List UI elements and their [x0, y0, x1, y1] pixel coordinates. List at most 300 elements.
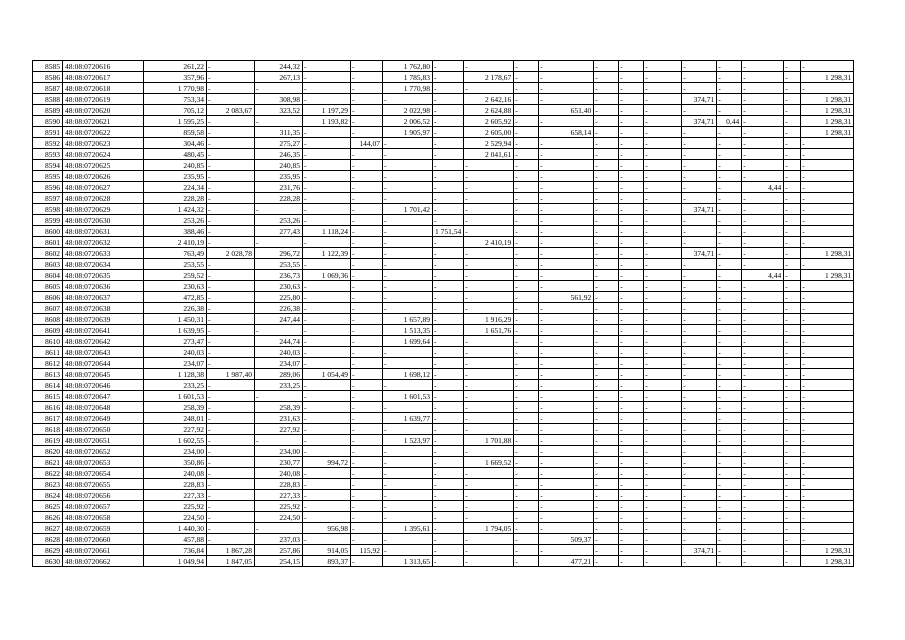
value-cell: -	[351, 468, 383, 479]
value-cell: -	[594, 534, 619, 545]
value-cell: 231,76	[255, 182, 303, 193]
value-cell: -	[644, 545, 682, 556]
value-cell: -	[539, 545, 594, 556]
value-cell: -	[594, 523, 619, 534]
value-cell: -	[682, 193, 717, 204]
value-cell: -	[742, 105, 784, 116]
value-cell: -	[742, 435, 784, 446]
value-cell: -	[717, 292, 742, 303]
value-cell: -	[784, 127, 801, 138]
value-cell: -	[351, 226, 383, 237]
row-number-cell: 8605	[33, 281, 63, 292]
value-cell: -	[682, 468, 717, 479]
value-cell: -	[207, 523, 255, 534]
value-cell: -	[644, 501, 682, 512]
value-cell: -	[514, 380, 539, 391]
value-cell: 258,39	[255, 402, 303, 413]
value-cell: -	[682, 501, 717, 512]
value-cell: 2 529,94	[464, 138, 514, 149]
value-cell: -	[514, 468, 539, 479]
value-cell: -	[682, 127, 717, 138]
value-cell: -	[594, 402, 619, 413]
value-cell: -	[644, 182, 682, 193]
value-cell: -	[383, 358, 433, 369]
value-cell: -	[207, 182, 255, 193]
value-cell: -	[351, 215, 383, 226]
value-cell: -	[514, 347, 539, 358]
row-number-cell: 8596	[33, 182, 63, 193]
value-cell: 244,32	[255, 61, 303, 72]
value-cell: -	[433, 369, 464, 380]
row-number-cell: 8615	[33, 391, 63, 402]
value-cell: -	[514, 424, 539, 435]
value-cell: -	[303, 83, 351, 94]
value-cell: -	[433, 424, 464, 435]
value-cell: -	[303, 61, 351, 72]
value-cell: -	[801, 380, 854, 391]
value-cell: -	[539, 512, 594, 523]
value-cell: -	[514, 512, 539, 523]
table-row	[33, 369, 854, 380]
value-cell: -	[594, 215, 619, 226]
value-cell: -	[207, 424, 255, 435]
value-cell: -	[539, 413, 594, 424]
value-cell: -	[644, 248, 682, 259]
value-cell: -	[717, 160, 742, 171]
value-cell: -	[717, 61, 742, 72]
value-cell: -	[682, 380, 717, 391]
value-cell: -	[255, 204, 303, 215]
value-cell: -	[682, 138, 717, 149]
value-cell: -	[351, 259, 383, 270]
value-cell: -	[464, 303, 514, 314]
value-cell: -	[383, 402, 433, 413]
value-cell: -	[207, 413, 255, 424]
value-cell: -	[742, 413, 784, 424]
value-cell: -	[539, 215, 594, 226]
value-cell: -	[644, 336, 682, 347]
value-cell: 259,52	[144, 270, 207, 281]
value-cell: 227,33	[144, 490, 207, 501]
value-cell: 240,85	[255, 160, 303, 171]
value-cell: 763,49	[144, 248, 207, 259]
value-cell: -	[682, 270, 717, 281]
value-cell: -	[514, 160, 539, 171]
value-cell: -	[514, 94, 539, 105]
value-cell: -	[464, 61, 514, 72]
row-number-cell: 8588	[33, 94, 63, 105]
value-cell: -	[303, 490, 351, 501]
table-row	[33, 424, 854, 435]
cadastral-id-cell: 48:08:0720619	[63, 94, 144, 105]
row-number-cell: 8607	[33, 303, 63, 314]
value-cell: -	[594, 259, 619, 270]
value-cell: -	[742, 94, 784, 105]
value-cell: -	[383, 446, 433, 457]
value-cell: -	[742, 127, 784, 138]
value-cell: -	[539, 281, 594, 292]
value-cell: -	[717, 94, 742, 105]
value-cell: -	[619, 215, 644, 226]
value-cell: -	[207, 501, 255, 512]
value-cell: -	[433, 281, 464, 292]
value-cell: -	[207, 193, 255, 204]
value-cell: -	[594, 270, 619, 281]
row-number-cell: 8624	[33, 490, 63, 501]
value-cell: -	[351, 523, 383, 534]
value-cell: -	[801, 523, 854, 534]
value-cell: -	[801, 413, 854, 424]
value-cell: -	[619, 193, 644, 204]
value-cell: -	[514, 325, 539, 336]
value-cell: -	[644, 468, 682, 479]
value-cell: 1 298,31	[801, 116, 854, 127]
table-row	[33, 303, 854, 314]
value-cell: -	[784, 281, 801, 292]
value-cell: -	[619, 468, 644, 479]
cadastral-id-cell: 48:08:0720631	[63, 226, 144, 237]
value-cell: 246,35	[255, 149, 303, 160]
value-cell: -	[207, 259, 255, 270]
value-cell: -	[539, 72, 594, 83]
value-cell: -	[594, 347, 619, 358]
value-cell: -	[303, 413, 351, 424]
value-cell: -	[682, 303, 717, 314]
value-cell: -	[433, 127, 464, 138]
value-cell: 233,25	[144, 380, 207, 391]
value-cell: -	[742, 468, 784, 479]
value-cell: 472,85	[144, 292, 207, 303]
value-cell: -	[464, 369, 514, 380]
value-cell: -	[207, 325, 255, 336]
value-cell: -	[514, 193, 539, 204]
cadastral-id-cell: 48:08:0720659	[63, 523, 144, 534]
cadastral-id-cell: 48:08:0720634	[63, 259, 144, 270]
value-cell: -	[351, 424, 383, 435]
value-cell: -	[619, 523, 644, 534]
value-cell: -	[539, 490, 594, 501]
value-cell: -	[539, 380, 594, 391]
value-cell: -	[303, 402, 351, 413]
value-cell: -	[644, 259, 682, 270]
value-cell: -	[717, 402, 742, 413]
value-cell: -	[464, 83, 514, 94]
value-cell: 1 298,31	[801, 545, 854, 556]
value-cell: -	[717, 545, 742, 556]
value-cell: -	[717, 325, 742, 336]
value-cell: -	[682, 490, 717, 501]
value-cell: -	[539, 83, 594, 94]
value-cell: 240,03	[144, 347, 207, 358]
value-cell: -	[351, 314, 383, 325]
value-cell: -	[303, 193, 351, 204]
value-cell: -	[784, 325, 801, 336]
value-cell: -	[682, 314, 717, 325]
value-cell: 228,83	[255, 479, 303, 490]
table-row	[33, 182, 854, 193]
value-cell: -	[207, 138, 255, 149]
value-cell: -	[255, 325, 303, 336]
value-cell: -	[303, 138, 351, 149]
table-row	[33, 83, 854, 94]
value-cell: 236,73	[255, 270, 303, 281]
value-cell: -	[594, 226, 619, 237]
value-cell: -	[717, 479, 742, 490]
value-cell: -	[644, 512, 682, 523]
value-cell: -	[682, 446, 717, 457]
value-cell: -	[433, 259, 464, 270]
row-number-cell: 8616	[33, 402, 63, 413]
value-cell: -	[383, 501, 433, 512]
value-cell: 230,63	[144, 281, 207, 292]
value-cell: -	[644, 435, 682, 446]
value-cell: -	[255, 83, 303, 94]
value-cell: -	[303, 182, 351, 193]
value-cell: -	[742, 171, 784, 182]
value-cell: -	[742, 402, 784, 413]
value-cell: -	[464, 380, 514, 391]
value-cell: 1 298,31	[801, 248, 854, 259]
value-cell: 225,92	[255, 501, 303, 512]
value-cell: -	[464, 171, 514, 182]
cadastral-id-cell: 48:08:0720646	[63, 380, 144, 391]
value-cell: -	[303, 292, 351, 303]
value-cell: -	[784, 336, 801, 347]
value-cell: 4,44	[742, 270, 784, 281]
value-cell: 1 049,94	[144, 556, 207, 567]
value-cell: -	[351, 149, 383, 160]
value-cell: -	[433, 182, 464, 193]
value-cell: -	[383, 292, 433, 303]
value-cell: -	[207, 204, 255, 215]
value-cell: -	[539, 501, 594, 512]
row-number-cell: 8612	[33, 358, 63, 369]
value-cell: -	[801, 490, 854, 501]
row-number-cell: 8618	[33, 424, 63, 435]
value-cell: -	[464, 248, 514, 259]
value-cell: -	[801, 479, 854, 490]
row-number-cell: 8610	[33, 336, 63, 347]
value-cell: -	[433, 61, 464, 72]
table-row	[33, 193, 854, 204]
value-cell: 247,44	[255, 314, 303, 325]
value-cell: -	[539, 149, 594, 160]
value-cell: -	[433, 402, 464, 413]
value-cell: -	[383, 226, 433, 237]
value-cell: -	[303, 237, 351, 248]
value-cell: -	[303, 171, 351, 182]
table-row	[33, 391, 854, 402]
value-cell: -	[514, 314, 539, 325]
row-number-cell: 8590	[33, 116, 63, 127]
value-cell: -	[682, 347, 717, 358]
value-cell: -	[383, 479, 433, 490]
cadastral-id-cell: 48:08:0720642	[63, 336, 144, 347]
value-cell: -	[383, 160, 433, 171]
value-cell: 253,26	[255, 215, 303, 226]
value-cell: -	[351, 61, 383, 72]
value-cell: -	[351, 248, 383, 259]
value-cell: 1 770,98	[144, 83, 207, 94]
value-cell: 1 193,82	[303, 116, 351, 127]
cadastral-id-cell: 48:08:0720629	[63, 204, 144, 215]
cadastral-id-cell: 48:08:0720626	[63, 171, 144, 182]
value-cell: -	[464, 270, 514, 281]
value-cell: 237,03	[255, 534, 303, 545]
value-cell: -	[303, 204, 351, 215]
value-cell: -	[303, 259, 351, 270]
value-cell: -	[619, 435, 644, 446]
table-row	[33, 501, 854, 512]
value-cell: -	[514, 226, 539, 237]
value-cell: -	[303, 358, 351, 369]
cadastral-id-cell: 48:08:0720625	[63, 160, 144, 171]
value-cell: -	[717, 556, 742, 567]
value-cell: -	[742, 314, 784, 325]
value-cell: -	[644, 325, 682, 336]
value-cell: -	[383, 270, 433, 281]
value-cell: -	[742, 479, 784, 490]
value-cell: 651,40	[539, 105, 594, 116]
table-row	[33, 413, 854, 424]
value-cell: -	[351, 72, 383, 83]
value-cell: -	[539, 314, 594, 325]
value-cell: 374,71	[682, 116, 717, 127]
value-cell: 257,86	[255, 545, 303, 556]
value-cell: -	[801, 160, 854, 171]
value-cell: -	[464, 182, 514, 193]
cadastral-id-cell: 48:08:0720627	[63, 182, 144, 193]
value-cell: 1 128,38	[144, 369, 207, 380]
value-cell: 1 298,31	[801, 94, 854, 105]
value-cell: -	[207, 171, 255, 182]
value-cell: -	[464, 160, 514, 171]
row-number-cell: 8586	[33, 72, 63, 83]
value-cell: 2 410,19	[144, 237, 207, 248]
value-cell: -	[717, 380, 742, 391]
value-cell: -	[433, 149, 464, 160]
value-cell: -	[801, 534, 854, 545]
value-cell: 296,72	[255, 248, 303, 259]
row-number-cell: 8604	[33, 270, 63, 281]
value-cell: 253,26	[144, 215, 207, 226]
value-cell: 234,00	[144, 446, 207, 457]
value-cell: -	[303, 424, 351, 435]
value-cell: -	[644, 72, 682, 83]
value-cell: -	[207, 215, 255, 226]
value-cell: -	[351, 534, 383, 545]
value-cell: -	[303, 336, 351, 347]
value-cell: -	[717, 512, 742, 523]
value-cell: -	[619, 391, 644, 402]
value-cell: -	[619, 182, 644, 193]
value-cell: -	[717, 468, 742, 479]
value-cell: 253,55	[144, 259, 207, 270]
value-cell: 234,07	[255, 358, 303, 369]
value-cell: 1 298,31	[801, 270, 854, 281]
value-cell: 1 867,28	[207, 545, 255, 556]
value-cell: -	[514, 457, 539, 468]
value-cell: -	[717, 182, 742, 193]
value-cell: -	[644, 237, 682, 248]
row-number-cell: 8600	[33, 226, 63, 237]
value-cell: -	[619, 402, 644, 413]
value-cell: -	[644, 424, 682, 435]
value-cell: -	[742, 303, 784, 314]
value-cell: -	[644, 292, 682, 303]
value-cell: 2 041,61	[464, 149, 514, 160]
value-cell: -	[717, 237, 742, 248]
value-cell: -	[594, 72, 619, 83]
value-cell: -	[644, 171, 682, 182]
table-row	[33, 72, 854, 83]
value-cell: -	[383, 303, 433, 314]
value-cell: -	[464, 479, 514, 490]
value-cell: 1 701,42	[383, 204, 433, 215]
value-cell: 304,46	[144, 138, 207, 149]
value-cell: 374,71	[682, 248, 717, 259]
value-cell: -	[514, 237, 539, 248]
value-cell: -	[514, 270, 539, 281]
value-cell: -	[514, 391, 539, 402]
value-cell: -	[351, 512, 383, 523]
cadastral-id-cell: 48:08:0720654	[63, 468, 144, 479]
table-row	[33, 160, 854, 171]
value-cell: -	[303, 325, 351, 336]
value-cell: -	[682, 292, 717, 303]
value-cell: -	[784, 83, 801, 94]
value-cell: -	[717, 248, 742, 259]
value-cell: -	[801, 259, 854, 270]
value-cell: -	[801, 204, 854, 215]
cadastral-id-cell: 48:08:0720622	[63, 127, 144, 138]
value-cell: -	[717, 391, 742, 402]
value-cell: -	[383, 490, 433, 501]
value-cell: -	[594, 435, 619, 446]
cadastral-id-cell: 48:08:0720650	[63, 424, 144, 435]
value-cell: 1 751,54	[433, 226, 464, 237]
value-cell: -	[433, 171, 464, 182]
value-cell: -	[433, 193, 464, 204]
value-cell: -	[594, 468, 619, 479]
value-cell: -	[742, 358, 784, 369]
value-cell: -	[784, 72, 801, 83]
value-cell: -	[383, 545, 433, 556]
table-row	[33, 380, 854, 391]
value-cell: -	[619, 512, 644, 523]
value-cell: -	[383, 457, 433, 468]
value-cell: -	[207, 391, 255, 402]
value-cell: -	[742, 380, 784, 391]
table-row	[33, 457, 854, 468]
value-cell: -	[682, 160, 717, 171]
value-cell: 0,44	[717, 116, 742, 127]
value-cell: 144,07	[351, 138, 383, 149]
value-cell: -	[619, 314, 644, 325]
value-cell: -	[433, 248, 464, 259]
value-cell: -	[464, 204, 514, 215]
table-row	[33, 402, 854, 413]
value-cell: -	[539, 325, 594, 336]
value-cell: -	[433, 380, 464, 391]
value-cell: -	[717, 204, 742, 215]
value-cell: 2 028,78	[207, 248, 255, 259]
row-number-cell: 8587	[33, 83, 63, 94]
value-cell: -	[351, 556, 383, 567]
value-cell: 253,55	[255, 259, 303, 270]
cadastral-id-cell: 48:08:0720649	[63, 413, 144, 424]
value-cell: -	[514, 336, 539, 347]
